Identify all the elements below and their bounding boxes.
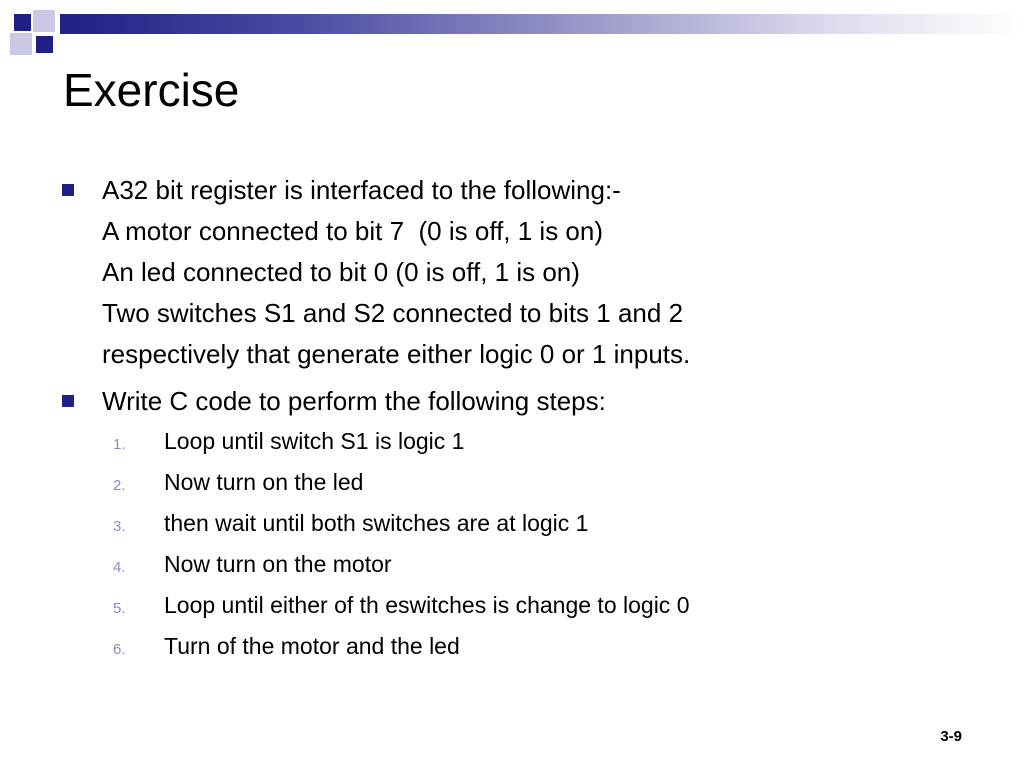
slide-body <box>62 170 982 674</box>
list-number: 3. <box>113 518 126 535</box>
decor-square <box>33 10 55 32</box>
list-item-text: Loop until switch S1 is logic 1 <box>164 428 465 454</box>
bullet-line: A32 bit register is interfaced to the following:- <box>102 175 621 205</box>
list-item <box>113 633 982 674</box>
list-item <box>113 469 982 510</box>
list-item-text: Turn of the motor and the led <box>164 633 460 659</box>
list-number: 6. <box>113 641 126 658</box>
bullet-square-icon <box>62 184 74 196</box>
bullet-line: Write C code to perform the following steps: <box>102 386 606 416</box>
list-item-text: Now turn on the led <box>164 469 364 495</box>
page-number: 3-9 <box>940 728 962 745</box>
list-item-text: then wait until both switches are at logic 1 <box>164 510 589 536</box>
bullet-line: An led connected to bit 0 (0 is off, 1 is on) <box>102 257 580 287</box>
list-item <box>113 592 982 633</box>
decor-square <box>10 33 32 55</box>
list-number: 4. <box>113 559 126 576</box>
list-item-text: Now turn on the motor <box>164 551 392 577</box>
list-item <box>113 510 982 551</box>
slide-title: Exercise <box>63 64 240 116</box>
decor-square <box>36 36 53 53</box>
bullet-line: Two switches S1 and S2 connected to bits 1 and 2 <box>102 298 684 328</box>
decor-square <box>14 14 31 31</box>
bullet-text <box>102 170 690 375</box>
numbered-list <box>113 428 982 674</box>
bullet-line: respectively that generate either logic 0 or 1 inputs. <box>102 339 691 369</box>
list-number: 1. <box>113 436 126 453</box>
bullet-line: A motor connected to bit 7 (0 is off, 1 is on) <box>102 216 604 246</box>
list-number: 2. <box>113 477 126 494</box>
list-item <box>113 428 982 469</box>
list-item <box>113 551 982 592</box>
list-number: 5. <box>113 600 126 617</box>
bullet-item <box>62 381 982 422</box>
list-item-text: Loop until either of th eswitches is change to logic 0 <box>164 592 690 618</box>
bullet-square-icon <box>62 395 74 407</box>
bullet-text <box>102 381 606 422</box>
header-banner <box>60 14 1024 34</box>
bullet-item <box>62 170 982 375</box>
